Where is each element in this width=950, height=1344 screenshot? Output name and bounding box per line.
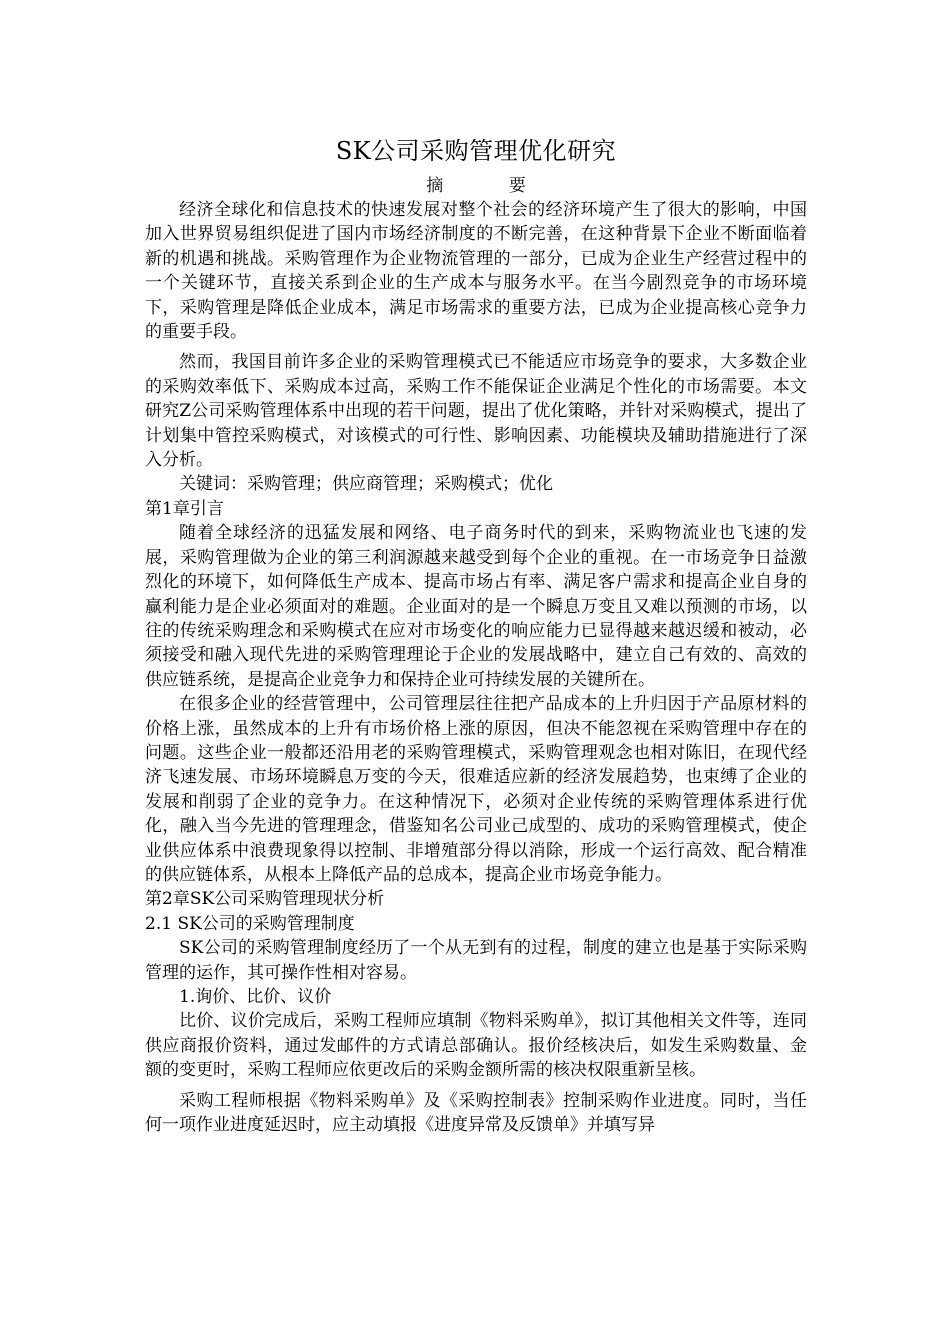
item-1-heading: 1.询价、比价、议价 bbox=[179, 987, 332, 1007]
chapter-2-heading: 第2章SK公司采购管理现状分析 bbox=[145, 889, 385, 910]
abstract-paragraph: 然而，我国目前许多企业的采购管理模式已不能适应市场竞争的要求，大多数企业的采购效率低下、采购成本过高，采购工作不能保证企业满足个性化的市场需要。本文研究Z公司采购管理体系中出现的若干问题，提出了优化策略，并针对采购模式，提出了计划集中管控采购模式，对该模式的可行性、影响因素、功能模块及辅助措施进行了深入分析。 bbox=[145, 352, 807, 471]
keywords: 关键词：采购管理；供应商管理；采购模式；优化 bbox=[179, 474, 553, 495]
item-1-paragraph: 采购工程师根据《物料采购单》及《采购控制表》控制采购作业进度。同时，当任何一项作业进度延迟时，应主动填报《进度异常及反馈单》并填写异 bbox=[145, 1090, 807, 1136]
abstract-paragraph: 经济全球化和信息技术的快速发展对整个社会的经济环境产生了很大的影响，中国加入世界贸易组织促进了国内市场经济制度的不断完善，在这种背景下企业不断面临着新的机遇和挑战。采购管理作为企业物流管理的一部分，已成为企业生产经营过程中的一个关键环节，直接关系到企业的生产成本与服务水平。在当今剧烈竞争的市场环境下，采购管理是降低企业成本，满足市场需求的重要方法，已成为企业提高核心竞争力的重要手段。 bbox=[145, 200, 807, 343]
section-2-1-paragraph: SK公司的采购管理制度经历了一个从无到有的过程，制度的建立也是基于实际采购管理的运作，其可操作性相对容易。 bbox=[145, 938, 807, 983]
chapter-1-paragraph: 在很多企业的经营管理中，公司管理层往往把产品成本的上升归因于产品原材料的价格上涨，虽然成本的上升有市场价格上涨的原因，但决不能忽视在采购管理中存在的问题。这些企业一般都还沿用老的采购管理模式，采购管理观念也相对陈旧，在现代经济飞速发展、市场环境瞬息万变的今天，很难适应新的经济发展趋势，也束缚了企业的发展和削弱了企业的竞争力。在这种情况下，必须对企业传统的采购管理体系进行优化，融入当今先进的管理理念，借鉴知名公司业己成型的、成功的采购管理模式，使企业供应体系中浪费现象得以控制、非增殖部分得以消除，形成一个运行高效、配合精准的供应链体系，从根本上降低产品的总成本，提高企业市场竞争能力。 bbox=[145, 694, 807, 885]
chapter-1-heading: 第1章引言 bbox=[145, 498, 224, 519]
abstract-heading: 摘 要 bbox=[426, 176, 556, 196]
chapter-1-paragraph: 随着全球经济的迅猛发展和网络、电子商务时代的到来，采购物流业也飞速的发展，采购管理做为企业的第三利润源越来越受到每个企业的重视。在一市场竞争日益激烈化的环境下，如何降低生产成本、提高市场占有率、满足客户需求和提高企业自身的赢利能力是企业必须面对的难题。企业面对的是一个瞬息万变且又难以预测的市场，以往的传统采购理念和采购模式在应对市场变化的响应能力已显得越来越迟缓和被动，必须接受和融入现代先进的采购管理理论于企业的发展战略中，建立自己有效的、高效的供应链系统，是提高企业竞争力和保持企业可持续发展的关键所在。 bbox=[145, 523, 807, 690]
item-1-paragraph: 比价、议价完成后，采购工程师应填制《物料采购单》，拟订其他相关文件等，连同供应商报价资料，通过发邮件的方式请总部确认。报价经核决后，如发生采购数量、金额的变更时，采购工程师应依更改后的采购金额所需的核决权限重新呈核。 bbox=[145, 1011, 807, 1081]
section-2-1-heading: 2.1 SK公司的采购管理制度 bbox=[145, 913, 355, 934]
document-title: SK公司采购管理优化研究 bbox=[335, 137, 617, 165]
document-page bbox=[145, 134, 807, 1137]
